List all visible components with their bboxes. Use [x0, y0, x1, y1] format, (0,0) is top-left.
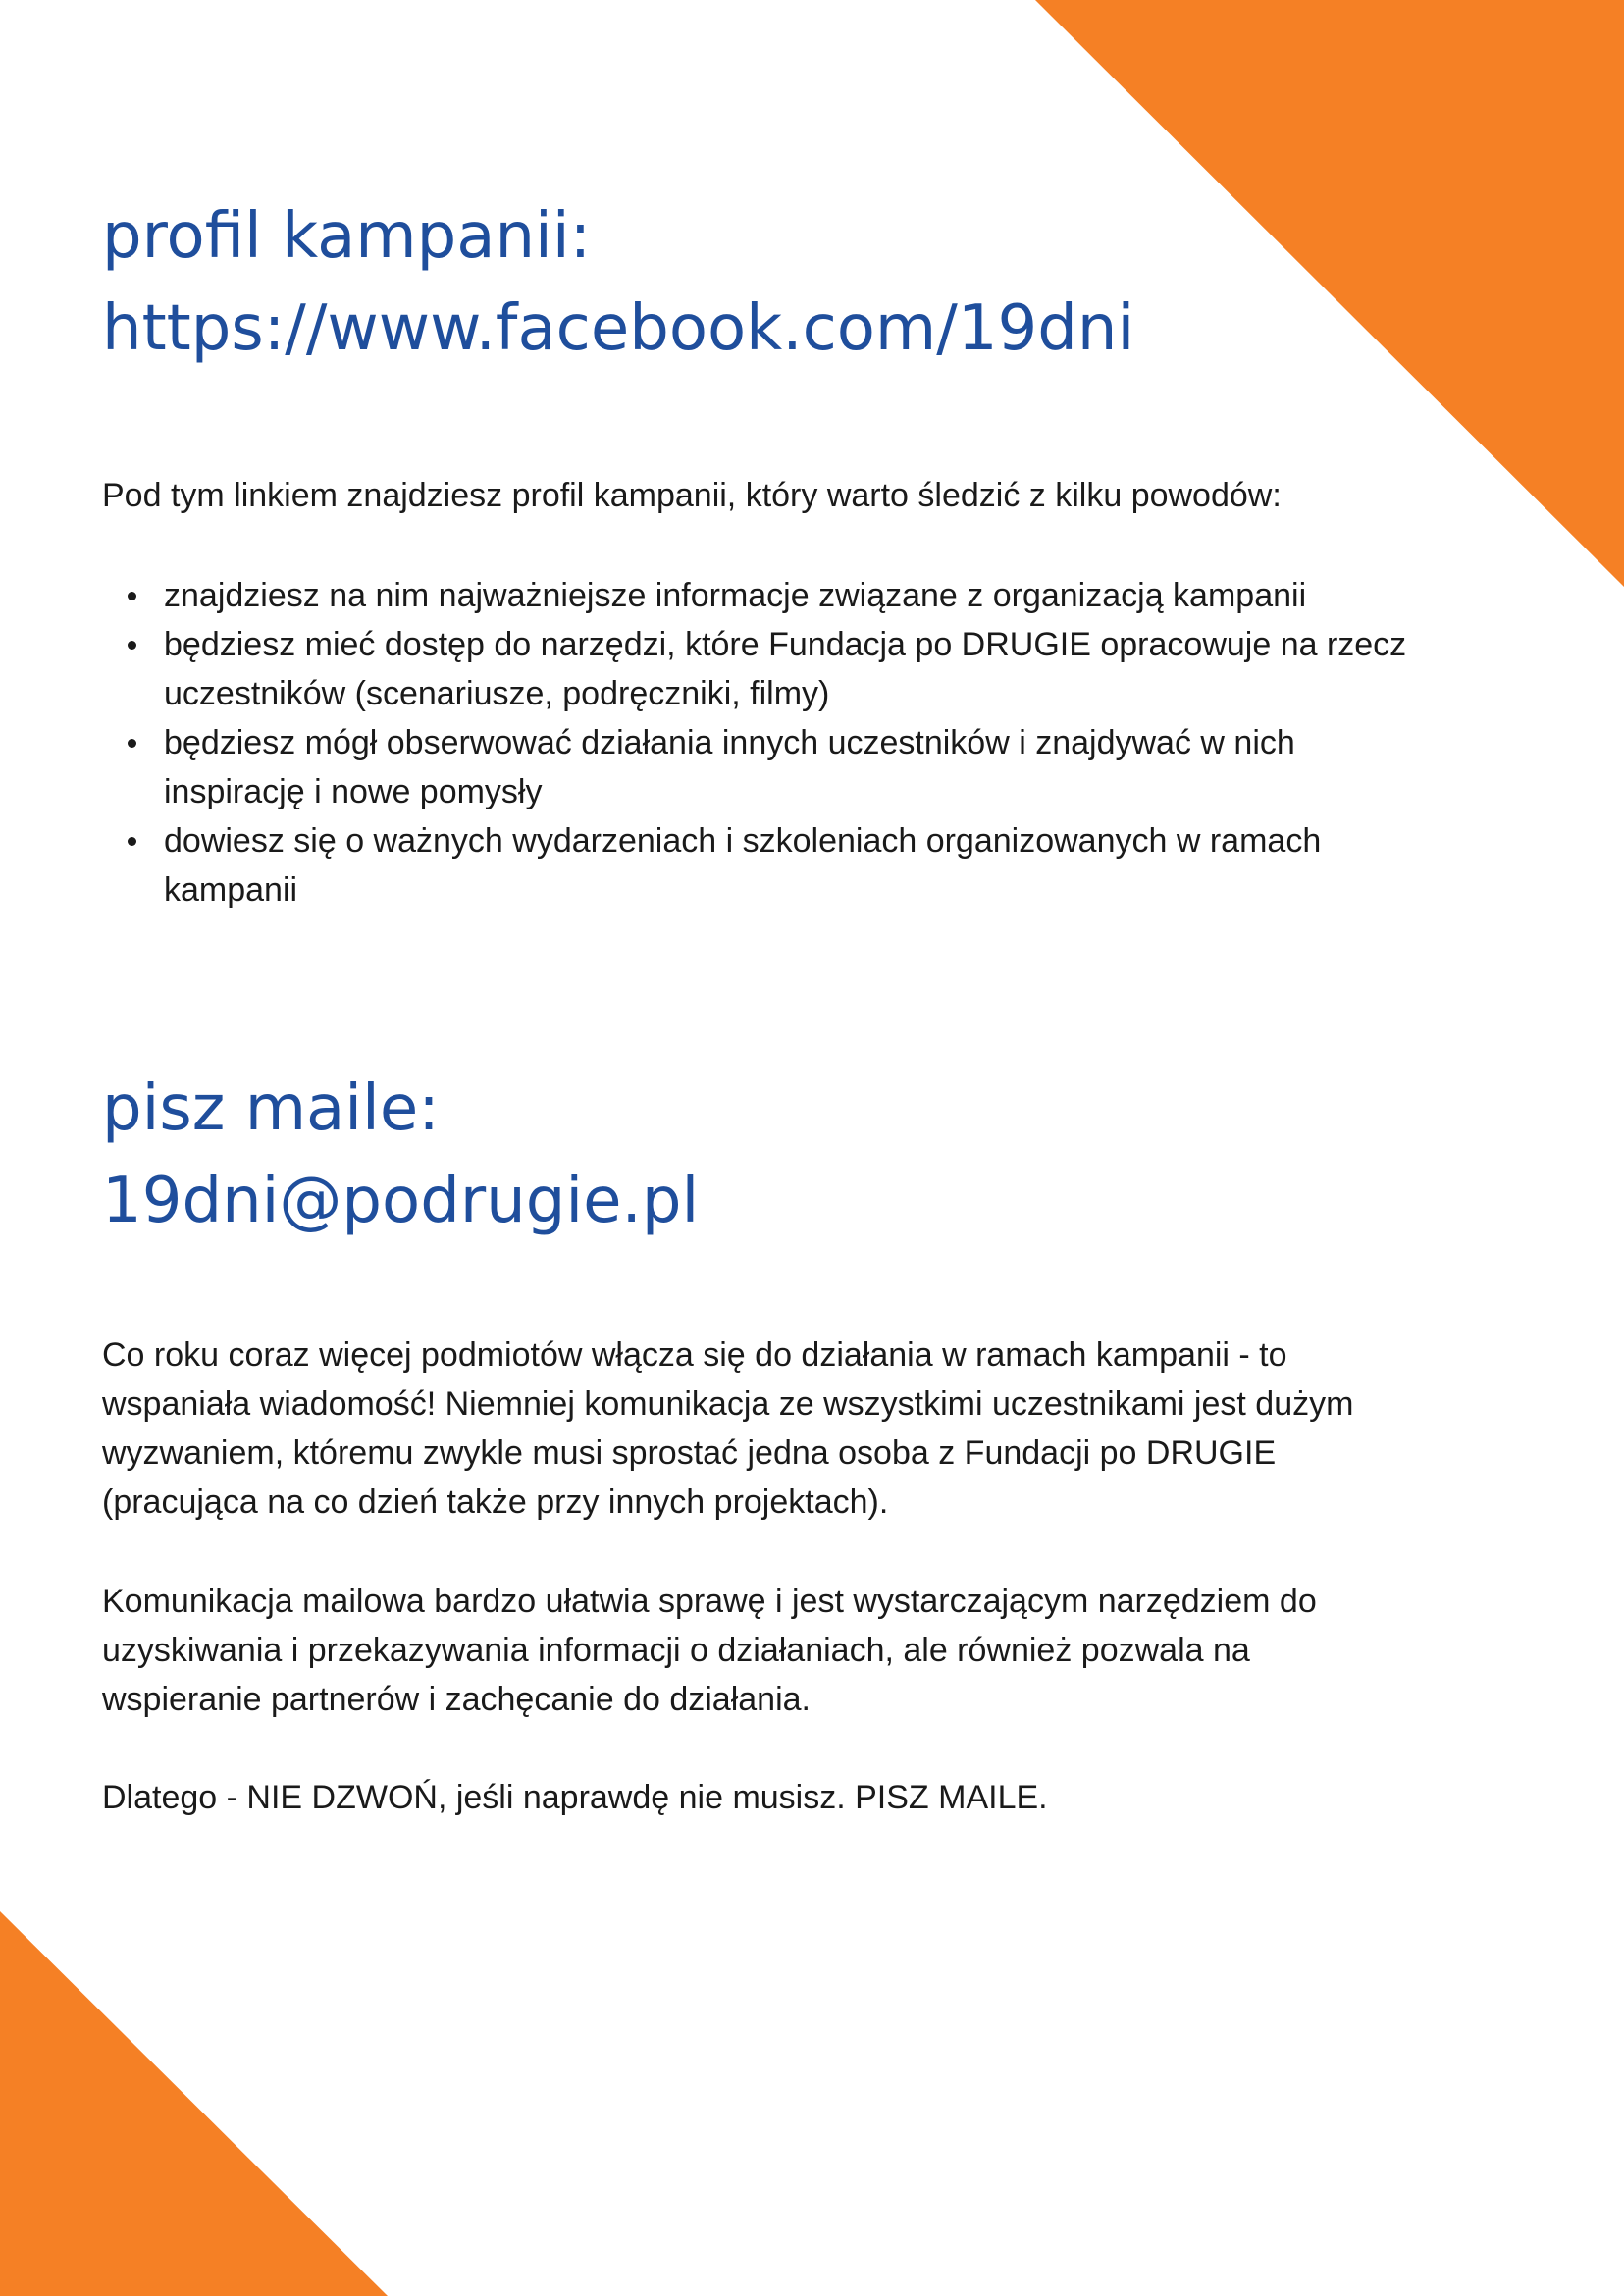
profile-intro: Pod tym linkiem znajdziesz profil kampanii, który warto śledzić z kilku powodów: — [102, 477, 1282, 514]
list-item: dowiesz się o ważnych wydarzeniach i szkoleniach organizowanych w ramach kampanii — [164, 816, 1440, 914]
facebook-link[interactable]: https://www.facebook.com/19dni — [102, 292, 1135, 365]
profile-heading — [102, 190, 1134, 375]
email-link[interactable]: 19dni@podrugie.pl — [102, 1165, 700, 1237]
list-item: będziesz mieć dostęp do narzędzi, które Fundacja po DRUGIE opracowuje na rzecz uczestników (scenariusze, podręczniki, filmy) — [164, 620, 1440, 718]
corner-decoration-bottom-left — [0, 1911, 388, 2296]
profile-heading-label: profil kampanii: — [102, 200, 592, 273]
email-paragraph-2: Komunikacja mailowa bardzo ułatwia sprawę i jest wystarczającym narzędziem do uzyskiwania i przekazywania informacji o działaniach, ale również pozwala na wspieranie partnerów i zachęcanie do działania. — [102, 1583, 1317, 1718]
email-heading — [102, 1063, 699, 1247]
email-paragraph-1: Co roku coraz więcej podmiotów włącza się do działania w ramach kampanii - to wspaniała wiadomość! Niemniej komunikacja ze wszystkimi uczestnikami jest dużym wyzwaniem, któremu zwykle musi sprostać jedna osoba z Fundacji po DRUGIE (pracująca na co dzień także przy innych projektach). — [102, 1336, 1354, 1521]
email-heading-label: pisz maile: — [102, 1072, 440, 1145]
email-paragraph-3: Dlatego - NIE DZWOŃ, jeśli naprawdę nie musisz. PISZ MAILE. — [102, 1779, 1048, 1816]
list-item: będziesz mógł obserwować działania innych uczestników i znajdywać w nich inspirację i nowe pomysły — [164, 718, 1440, 816]
list-item: znajdziesz na nim najważniejsze informacje związane z organizacją kampanii — [164, 571, 1440, 620]
profile-reasons-list — [102, 571, 1440, 914]
